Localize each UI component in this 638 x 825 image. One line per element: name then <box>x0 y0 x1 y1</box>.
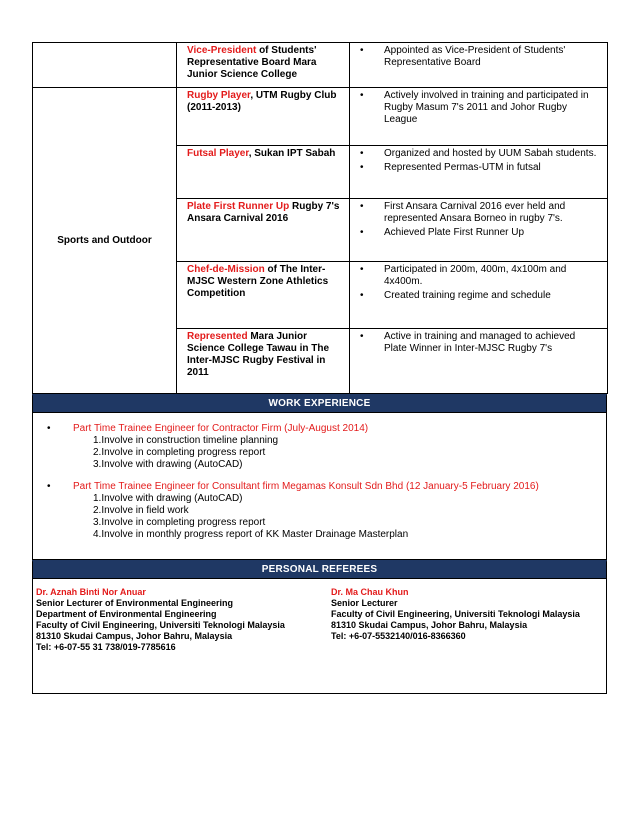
list-item: • Achieved Plate First Runner Up <box>360 227 525 238</box>
personal-referees-section <box>32 579 607 694</box>
activity-role: Rugby Player, UTM Rugby Club (2011-2013) <box>177 88 350 146</box>
bullet-icon: • <box>360 264 364 275</box>
bullet-icon: • <box>360 45 364 56</box>
referee-line: 81310 Skudai Campus, Johor Bahru, Malaysia <box>331 620 528 630</box>
activity-role: Chef-de-Mission of The Inter-MJSC Western Zone Athletics Competition <box>177 262 350 329</box>
bullet-icon: • <box>360 148 364 159</box>
bullet-icon: • <box>360 162 364 173</box>
activity-role: Vice-President of Students' Representative Board Mara Junior Science College <box>177 43 350 88</box>
activity-role: Plate First Runner Up Rugby 7's Ansara Carnival 2016 <box>177 199 350 262</box>
referee-card <box>331 587 580 642</box>
referee-line: Department of Environmental Engineering <box>36 609 217 619</box>
referee-line: Tel: +6-07-5532140/016-8366360 <box>331 631 466 641</box>
bullet-icon: • <box>360 201 364 212</box>
job-entry <box>33 423 606 471</box>
job-task: 4.Involve in monthly progress report of KK Master Drainage Masterplan <box>93 529 409 540</box>
list-item: • Created training regime and schedule <box>360 290 551 301</box>
personal-referees-heading: PERSONAL REFEREES <box>32 560 607 579</box>
job-task: 3.Involve with drawing (AutoCAD) <box>93 459 243 470</box>
referee-name: Dr. Ma Chau Khun <box>331 587 409 597</box>
job-title: Part Time Trainee Engineer for Contractor Firm (July-August 2014) <box>73 423 369 434</box>
job-entry <box>33 481 606 541</box>
activity-description <box>350 43 608 88</box>
list-item: • First Ansara Carnival 2016 ever held and represented Ansara Borneo in rugby 7's. <box>360 201 566 224</box>
referee-line: 81310 Skudai Campus, Johor Bahru, Malaysia <box>36 631 233 641</box>
activity-description <box>350 329 608 394</box>
list-item: • Appointed as Vice-President of Students' Representative Board <box>360 45 566 68</box>
list-item: • Represented Permas-UTM in futsal <box>360 162 541 173</box>
bullet-icon: • <box>47 423 51 434</box>
list-item: • Active in training and managed to achieved Plate Winner in Inter-MJSC Rugby 7's <box>360 331 576 354</box>
job-task: 2.Involve in completing progress report <box>93 447 266 458</box>
activity-role: Represented Mara Junior Science College Tawau in The Inter-MJSC Rugby Festival in 2011 <box>177 329 350 394</box>
job-task: 1.Involve in construction timeline planning <box>93 435 279 446</box>
activity-description <box>350 146 608 199</box>
activity-description <box>350 199 608 262</box>
job-task: 3.Involve in completing progress report <box>93 517 266 528</box>
bullet-icon: • <box>360 331 364 342</box>
list-item: • Actively involved in training and participated in Rugby Masum 7's 2011 and Johor Rugby League <box>360 90 589 125</box>
job-title: Part Time Trainee Engineer for Consultant firm Megamas Konsult Sdn Bhd (12 January-5 February 2016) <box>73 481 539 492</box>
work-experience-heading: WORK EXPERIENCE <box>32 394 607 413</box>
referee-name: Dr. Aznah Binti Nor Anuar <box>36 587 146 597</box>
referee-line: Tel: +6-07-55 31 738/019-7785616 <box>36 642 176 652</box>
activity-row <box>33 88 608 146</box>
referee-line: Senior Lecturer <box>331 598 398 608</box>
resume-page <box>32 42 607 694</box>
referee-line: Senior Lecturer of Environmental Engineering <box>36 598 234 608</box>
list-item: • Organized and hosted by UUM Sabah students. <box>360 148 597 159</box>
bullet-icon: • <box>360 227 364 238</box>
job-task: 1.Involve with drawing (AutoCAD) <box>93 493 243 504</box>
list-item: • Participated in 200m, 400m, 4x100m and 4x400m. <box>360 264 567 287</box>
activity-description <box>350 88 608 146</box>
bullet-icon: • <box>360 90 364 101</box>
bullet-icon: • <box>360 290 364 301</box>
referee-card <box>36 587 285 653</box>
activity-description <box>350 262 608 329</box>
category-label: Sports and Outdoor <box>33 88 177 394</box>
activity-role: Futsal Player, Sukan IPT Sabah <box>177 146 350 199</box>
job-task: 2.Involve in field work <box>93 505 189 516</box>
referee-line: Faculty of Civil Engineering, Universiti Teknologi Malaysia <box>331 609 580 619</box>
activity-row <box>33 43 608 88</box>
referee-line: Faculty of Civil Engineering, Universiti Teknologi Malaysia <box>36 620 285 630</box>
work-experience-section <box>32 413 607 560</box>
bullet-icon: • <box>47 481 51 492</box>
activities-table <box>32 42 608 394</box>
empty-category-cell <box>33 43 177 88</box>
